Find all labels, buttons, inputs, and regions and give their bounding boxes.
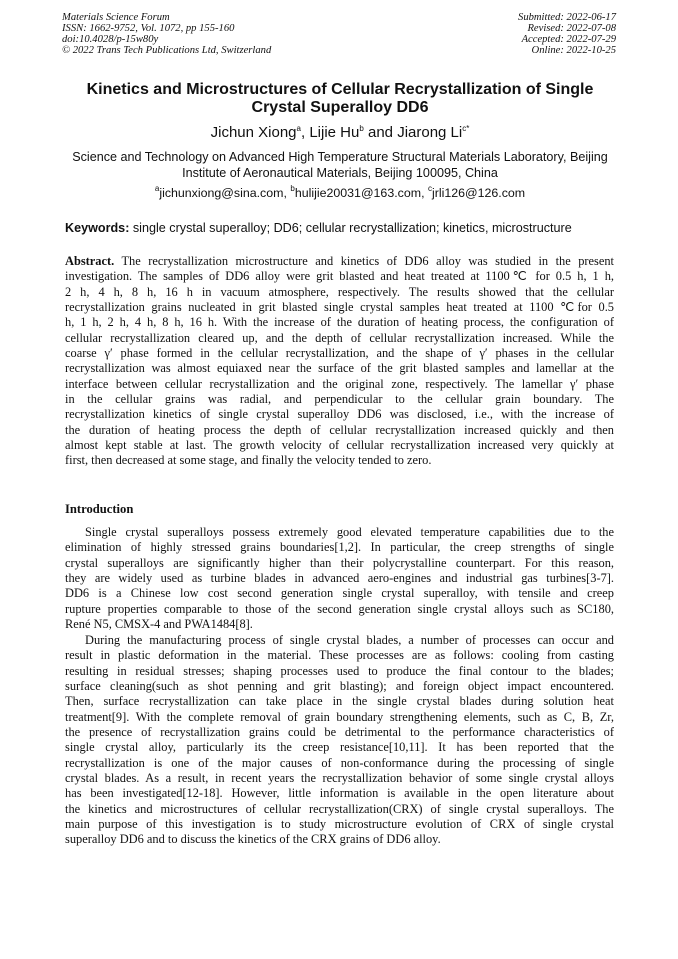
text-line: interface between cellular recrystallization and the original zone, respectively. The lamellar γ′ phase [65, 376, 614, 391]
text-line: treatment[9]. With the complete removal of grain boundary strengthening elements, such as C, B, Zr, [65, 709, 614, 724]
email-separator: , [421, 186, 428, 200]
text-line: main purpose of this investigation is to study microstructure evolution of CRX of single crystal [65, 817, 614, 832]
text-line: superalloy DD6 and to discuss the kinetics of the CRX grains of DD6 alloy. [65, 832, 441, 847]
text-line: the duration of heating process the depth of cellular recrystallization increased quickly and then [65, 422, 614, 437]
text-line: result in plastic deformation in the material. These processes are as follows: cooling from casting [65, 648, 614, 663]
text-line: they are widely used as turbine blades in advanced aero-engines and industrial gas turbines[3-7]. [65, 571, 614, 586]
text-line: During the manufacturing process of single crystal blades, a number of processes can occur and [85, 633, 614, 647]
author-sup: a [296, 124, 301, 133]
submission-dates [518, 12, 616, 56]
text-line: crystal superalloys are significantly higher than their polycrystalline counterpart. For this reason, [65, 555, 614, 570]
text-line: 2 h, 4 h, 8 h, 16 h in vacuum atmosphere, respectively. The results showed that the cellular [65, 284, 614, 299]
text-line: resulting in residual stresses; shaping processes used to produce the final contour to the blades; [65, 663, 614, 678]
author-name: Jichun Xiong [210, 124, 297, 141]
text-line: René N5, CMSX-4 and PWA1484[8]. [65, 617, 253, 632]
online-date: Online: 2022-10-25 [531, 45, 616, 56]
text-line: in the cellular grains was radial, and perpendicular to the cellular grain boundary. The [65, 392, 614, 407]
journal-info [62, 12, 271, 56]
text-line: single crystal alloy, particularly its the creep resistance[10,11]. It has been reported that the [65, 740, 614, 755]
text-line: recrystallization kinetics of single crystal superalloy DD6 was disclosed, i.e., with the increase of [65, 407, 614, 422]
text-line: Then, surface recrystallization can take place in the single crystal blades during solution heat [65, 694, 614, 709]
keywords [65, 220, 572, 236]
author-sup: c* [462, 124, 470, 133]
text-line: recrystallization grains nucleated in grit blasted single crystal samples heat treated at 1100 ℃for 0.5 [65, 300, 614, 315]
email-separator: , [283, 186, 291, 200]
journal-name: Materials Science Forum [62, 12, 170, 23]
author-name: Jiarong Li [397, 124, 463, 141]
keywords-label: Keywords: [65, 221, 130, 235]
text-line: recrystallization is one of the major causes of non-conformance during the processing of single [65, 755, 614, 770]
text-line: Single crystal superalloys possess extremely good elevated temperature capabilities due to the [85, 525, 614, 539]
email-sup: c [427, 184, 432, 193]
section-heading-introduction: Introduction [65, 502, 134, 516]
email-sup: b [290, 184, 295, 193]
affiliation-line: Science and Technology on Advanced High Temperature Structural Materials Laboratory, Beijing [72, 150, 608, 164]
title-line: Crystal Superalloy DD6 [251, 99, 429, 116]
issn-volume: ISSN: 1662-9752, Vol. 1072, pp 155-160 [62, 23, 235, 34]
submitted-date: Submitted: 2022-06-17 [518, 12, 616, 23]
email-sup: a [154, 184, 160, 193]
intro-paragraph [65, 633, 614, 848]
email-link[interactable]: jichunxiong@sina.com [159, 186, 284, 200]
copyright: © 2022 Trans Tech Publications Ltd, Switzerland [62, 45, 272, 56]
text-line: first, then decreased at some stage, and finally the velocity tended to zero. [65, 453, 432, 468]
revised-date: Revised: 2022-07-08 [527, 23, 616, 34]
text-line: recrystallization was almost equiaxed near the surface of the grit blasted samples and lamellar at the [65, 361, 614, 376]
text-line: almost kept stable at last. The growth velocity of cellular recrystallization increased very quickly at [65, 438, 614, 453]
text-line: rupture properties comparable to those of the second generation single crystal alloys such as SC180, [65, 601, 614, 616]
affiliation-line: Institute of Aeronautical Materials, Beijing 100095, China [182, 166, 498, 180]
text-line [65, 254, 614, 269]
author-sup: b [359, 124, 364, 133]
doi: doi:10.4028/p-15w80y [62, 34, 159, 45]
affiliation [60, 149, 620, 181]
text-line: elimination of highly stressed grains boundaries[1,2]. In particular, the creep strengths of single [65, 540, 614, 555]
text-line: the kinetics and microstructures of cellular recrystallization(CRX) of single crystal superalloys. The [65, 801, 614, 816]
abstract-label: Abstract. [65, 254, 115, 268]
text-line: surface cleaning(such as shot penning and grit blasting); and foreign object impact encountered. [65, 679, 614, 694]
author-separator: , [300, 124, 310, 141]
text-line: has been investigated[12-18]. However, little information is available in the open literature about [65, 786, 614, 801]
abstract-text: The recrystallization microstructure and kinetics of DD6 alloy was studied in the present [114, 254, 614, 268]
author-emails [60, 185, 620, 201]
author-separator: and [363, 124, 398, 141]
email-link[interactable]: jrli126@126.com [431, 186, 526, 200]
text-line: investigation. The samples of DD6 alloy were grit blasted and heat treated at 1100℃ for 0.5 h, 1 h, [65, 269, 614, 284]
keywords-text: single crystal superalloy; DD6; cellular recrystallization; kinetics, microstructure [129, 221, 572, 235]
abstract [65, 254, 614, 469]
email-link[interactable]: hulijie20031@163.com [294, 186, 422, 200]
text-line: DD6 is a Chinese low cost second generation single crystal superalloy, with tensile and creep [65, 586, 614, 601]
text-line: the presence of recrystallization grains could be detrimental to the performance characteristics of [65, 725, 614, 740]
author-list [60, 124, 620, 142]
paper-title [60, 81, 620, 117]
accepted-date: Accepted: 2022-07-29 [521, 34, 616, 45]
text-line: coarse γ′ phase formed in the cellular recrystallization, and the shape of γ′ phases in the cellular [65, 346, 614, 361]
text-line: cellular recrystallization cleared up, and the depth of cellular recrystallization increased. While the [65, 330, 614, 345]
title-line: Kinetics and Microstructures of Cellular Recrystallization of Single [86, 81, 594, 98]
intro-paragraph [65, 525, 614, 632]
author-name: Lijie Hu [309, 124, 360, 141]
text-line: crystal blades. As a result, in recent years the recrystallization behavior of some single crystal alloys [65, 771, 614, 786]
text-line: h, 1 h, 2 h, 4 h, 8 h, 16 h. With the increase of the duration of heating process, the configuration of [65, 315, 614, 330]
